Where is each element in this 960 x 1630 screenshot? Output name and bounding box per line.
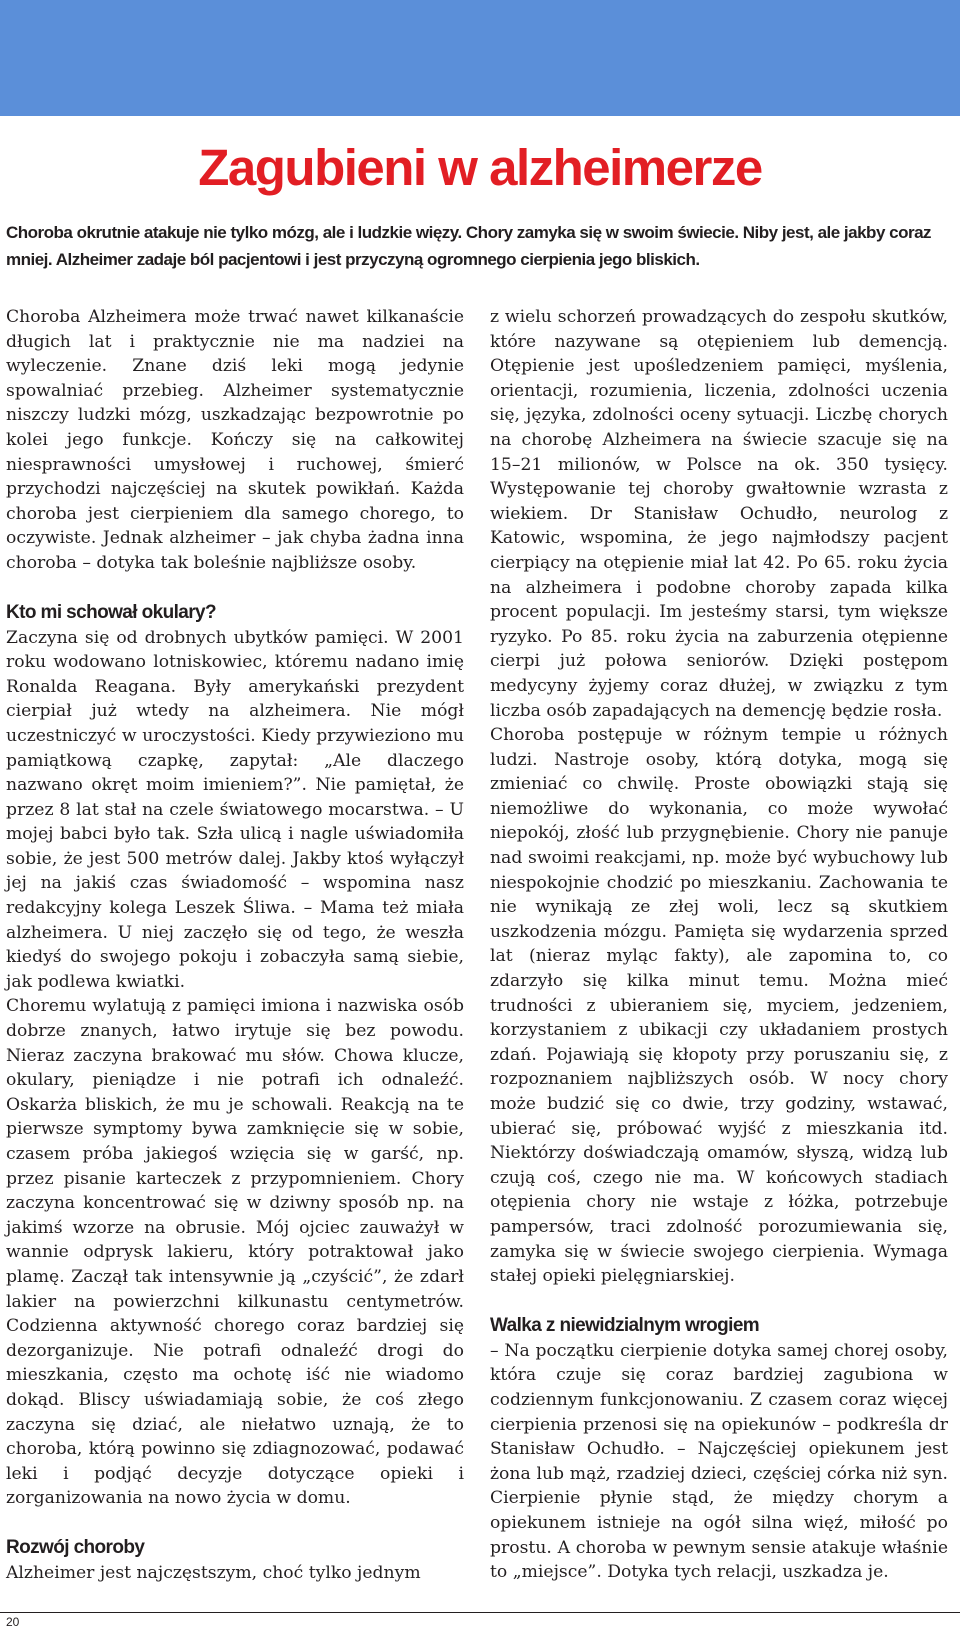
- section-heading: Walka z niewidzialnym wrogiem: [490, 1314, 760, 1336]
- body-paragraph: Choremu wylatują z pamięci imiona i nazwiska osób dobrze znanych, łatwo irytuje się bez powodu. Nieraz zaczyna brakować mu słów. Chowa klucze, okulary, pieniądze i nie potrafi ich odnaleźć. Oskarża bliskich, że mu je schowali. Reakcją na te pierwsze symptomy bywa zamknięcie się w sobie, czasem próba jakiegoś wzięcia się w garść, np. przez pisanie karteczek z przypomnieniem. Chory zaczyna koncentrować się w dziwny sposób np. na jakimś wzorze na obrusie. Mój ojciec zauważył w wannie odprysk lakieru, który potraktował jako plamę. Zaczął tak intensywnie ją „czyścić”, że zdarł lakier na powierzchni kilkunastu centymetrów. Codzienna aktywność chorego coraz bardziej się dezorganizuje. Nie potrafi odnaleźć drogi do mieszkania, często ma ochotę iść nie wiadomo dokąd. Bliscy uświadamiają sobie, że coś złego zaczyna się dziać, ale niełatwo uznają, że to choroba, którą powinno się zdiagnozować, podawać leki i podjąć decyzje dotyczące opieki i zorganizowania na nowo życia w domu.: [6, 996, 464, 1509]
- section-heading: Kto mi schował okulary?: [6, 601, 217, 623]
- intro-paragraph: Choroba Alzheimera może trwać nawet kilkanaście długich lat i praktycznie nie ma nadziei na wyleczenie. Znane dziś leki mogą jedynie spowalniać przebieg. Alzheimer systematycznie niszczy ludzki mózg, uszkadzając bezpowrotnie po kolei jego funkcje. Kończy się na całkowitej niesprawności umysłowej i ruchowej, śmierć przychodzi najczęściej na skutek powikłań. Każda choroba jest cierpieniem dla samego chorego, to oczywiste. Jednak alzheimer – jak chyba żadna inna choroba – dotyka tak boleśnie najbliższe osoby.: [6, 307, 464, 573]
- footer-divider: [0, 1612, 960, 1613]
- body-paragraph: – Na początku cierpienie dotyka samej chorej osoby, która czuje się coraz bardziej zagubiona w codziennym funkcjonowaniu. Z czasem coraz więcej cierpienia przenosi się na opiekunów – podkreśla dr Stanisław Ochudło. – Najczęściej opiekunem jest żona lub mąż, rzadziej dzieci, częściej córka niż syn. Cierpienie płynie stąd, że między chorym a opiekunem istnieje na ogół silna więź, miłość po prostu. A choroba w pewnym sensie atakuje właśnie to „miejsce”. Dotyka tych relacji, uszkadza je.: [490, 1340, 948, 1583]
- header-color-band: [0, 0, 960, 116]
- article-column-left: [6, 305, 464, 1586]
- article-column-right: [490, 305, 948, 1585]
- section-heading: Rozwój choroby: [6, 1536, 145, 1558]
- article-lead: Choroba okrutnie atakuje nie tylko mózg, ale i ludzkie więzy. Chory zamyka się w swoim świecie. Niby jest, ale jakby coraz mniej. Alzheimer zadaje ból pacjentowi i jest przyczyną ogromnego cierpienia jego bliskich.: [6, 223, 932, 269]
- body-paragraph: Zaczyna się od drobnych ubytków pamięci. W 2001 roku wodowano lotniskowiec, któremu nadano imię Ronalda Reagana. Były amerykański prezydent cierpiał już wtedy na alzheimera. Nie mógł uczestniczyć w uroczystości. Kiedy przywieziono mu pamiątkową czapkę, zapytał: „Ale dlaczego nazwano okręt moim imieniem?”. Nie pamiętał, że przez 8 lat stał na czele światowego mocarstwa. – U mojej babci było tak. Szła ulicą i nagle uświadomiła sobie, że jest 500 metrów dalej. Jakby ktoś wyłączył jej na jakiś czas świadomość – wspomina nasz redakcyjny kolega Leszek Śliwa. – Mama też miała alzheimera. U niej zaczęło się od tego, że weszła kiedyś do swojego pokoju i zobaczyła samą siebie, jak podlewa kwiatki.: [6, 627, 464, 992]
- article-title: Zagubieni w alzheimerze: [198, 139, 762, 196]
- body-paragraph: Alzheimer jest najczęstszym, choć tylko jednym: [6, 1562, 421, 1583]
- body-paragraph: Choroba postępuje w różnym tempie u różnych ludzi. Nastroje osoby, którą dotyka, mogą się zmieniać co chwilę. Proste obowiązki stają się niemożliwe do wykonania, co może wywołać niepokój, złość lub przygnębienie. Chory nie panuje nad swoimi reakcjami, np. może być wybuchowy lub niespokojnie chodzić po mieszkaniu. Zachowania te nie wynikają ze złej woli, lecz są skutkiem uszkodzenia mózgu. Pamięta się wydarzenia sprzed lat (nieraz myląc fakty), ale zapomina to, co zdarzyło się kilka minut temu. Można mieć trudności z ubieraniem się, myciem, jedzeniem, korzystaniem z ubikacji czy układaniem prostych zdań. Pojawiają się kłopoty przy poruszaniu się, z rozpoznaniem najbliższych osób. W nocy chory może budzić się co dwie, trzy godziny, wstawać, ubierać się, próbować wyjść z mieszkania itd. Niektórzy doświadczają omamów, słyszą, widzą lub czują coś, czego nie ma. W końcowych stadiach otępienia chory nie wstaje z łóżka, potrzebuje pampersów, traci zdolność porozumiewania się, zamyka się w świecie swojego cierpienia. Wymaga stałej opieki pielęgniarskiej.: [490, 725, 948, 1287]
- body-paragraph: z wielu schorzeń prowadzących do zespołu skutków, które nazywane są otępieniem lub demencją. Otępienie jest upośledzeniem pamięci, myślenia, orientacji, rozumienia, liczenia, zdolności uczenia się, języka, zdolności oceny sytuacji. Liczbę chorych na chorobę Alzheimera na świecie szacuje się na 15–21 milionów, w Polsce na ok. 350 tysięcy. Występowanie tej choroby gwałtownie wzrasta z wiekiem. Dr Stanisław Ochudło, neurolog z Katowic, wspomina, że jego najmłodszy pacjent cierpiący na otępienie miał lat 42. Po 65. roku życia na alzheimera i podobne choroby zapada kilka procent populacji. Im jesteśmy starsi, tym większe ryzyko. Po 85. roku życia na zaburzenia otępienne cierpi już połowa seniorów. Dzięki postępom medycyny żyjemy coraz dłużej, w związku z tym liczba osób zapadających na demencję będzie rosła.: [490, 307, 948, 721]
- page-number: 20: [6, 1615, 20, 1629]
